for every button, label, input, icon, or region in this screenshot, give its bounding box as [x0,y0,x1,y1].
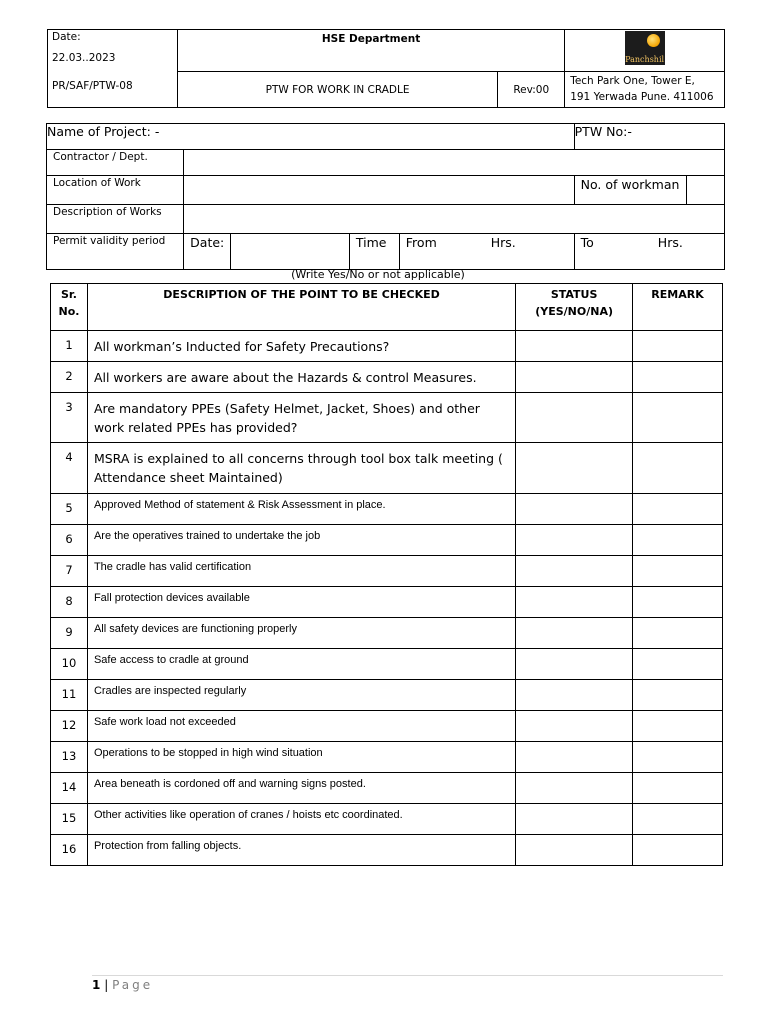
date-label: Date: [52,31,81,43]
ptw-no-label: PTW No:- [574,124,724,150]
logo-text: Panchshil [625,55,665,64]
row-remark-field[interactable] [633,331,723,362]
row-description: MSRA is explained to all concerns through tool box talk meeting ( Attendance sheet Maintained) [87,443,515,494]
checklist-row [51,331,723,362]
workman-label: No. of workman [574,176,687,205]
row-remark-field[interactable] [633,393,723,443]
logo-cell [565,30,725,72]
row-status-field[interactable] [516,649,633,680]
row-status-field[interactable] [516,393,633,443]
row-status-field[interactable] [516,711,633,742]
date-value: 22.03..2023 [52,52,116,64]
checklist-row [51,742,723,773]
header-table [47,29,725,108]
row-remark-field[interactable] [633,525,723,556]
row-status-field[interactable] [516,556,633,587]
col-desc-header: DESCRIPTION OF THE POINT TO BE CHECKED [87,284,515,331]
row-description: All safety devices are functioning properly [87,618,515,649]
col-status-header [516,284,633,331]
address [565,72,725,108]
checklist-row [51,393,723,443]
row-status-field[interactable] [516,331,633,362]
checklist-table [50,283,723,866]
checklist-row [51,443,723,494]
row-status-field[interactable] [516,587,633,618]
company-logo [625,31,665,65]
row-remark-field[interactable] [633,587,723,618]
footer-separator: | [104,978,109,992]
validity-date-field[interactable] [231,234,350,270]
row-status-field[interactable] [516,804,633,835]
to-hrs-label: Hrs. [657,235,683,250]
row-remark-field[interactable] [633,835,723,866]
row-status-field[interactable] [516,443,633,494]
checklist-row [51,711,723,742]
col-status-line1: STATUS [550,288,598,301]
row-sr-no: 4 [51,443,88,494]
row-description: Fall protection devices available [87,587,515,618]
row-status-field[interactable] [516,835,633,866]
row-sr-no: 7 [51,556,88,587]
row-sr-no: 2 [51,362,88,393]
checklist-row [51,494,723,525]
checklist-row [51,587,723,618]
checklist-row [51,649,723,680]
from-label: From [405,235,437,250]
row-remark-field[interactable] [633,556,723,587]
address-line-1: Tech Park One, Tower E, [570,75,695,87]
row-status-field[interactable] [516,525,633,556]
validity-from[interactable] [399,234,574,270]
col-sr-header [51,284,88,331]
row-sr-no: 3 [51,393,88,443]
row-remark-field[interactable] [633,804,723,835]
project-name-label: Name of Project: - [47,124,575,150]
address-line-2: 191 Yerwada Pune. 411006 [570,91,714,103]
row-sr-no: 11 [51,680,88,711]
row-sr-no: 13 [51,742,88,773]
validity-time-label: Time [349,234,399,270]
row-description: Protection from falling objects. [87,835,515,866]
date-cell [48,30,178,108]
row-sr-no: 14 [51,773,88,804]
contractor-field[interactable] [184,150,725,176]
row-remark-field[interactable] [633,618,723,649]
location-field[interactable] [184,176,574,205]
checklist-row [51,618,723,649]
row-description: All workers are aware about the Hazards & control Measures. [87,362,515,393]
row-status-field[interactable] [516,494,633,525]
row-description: Are the operatives trained to undertake the job [87,525,515,556]
form-title: PTW FOR WORK IN CRADLE [177,72,497,108]
validity-to[interactable] [574,234,724,270]
from-hrs-label: Hrs. [490,235,516,250]
row-description: Safe work load not exceeded [87,711,515,742]
col-status-line2: (YES/NO/NA) [535,305,613,318]
checklist-row [51,556,723,587]
workman-field[interactable] [687,176,725,205]
col-remark-header: REMARK [633,284,723,331]
doc-code: PR/SAF/PTW-08 [52,80,133,92]
row-description: Other activities like operation of cranes / hoists etc coordinated. [87,804,515,835]
instruction-note: (Write Yes/No or not applicable) [291,268,465,281]
revision: Rev:00 [498,72,565,108]
checklist-row [51,680,723,711]
page-number: 1 [92,978,101,992]
row-status-field[interactable] [516,773,633,804]
row-sr-no: 15 [51,804,88,835]
row-remark-field[interactable] [633,742,723,773]
checklist-row [51,525,723,556]
contractor-label: Contractor / Dept. [47,150,184,176]
department-title: HSE Department [177,30,564,72]
row-sr-no: 1 [51,331,88,362]
checklist-header-row [51,284,723,331]
row-remark-field[interactable] [633,494,723,525]
checklist-row [51,835,723,866]
page-footer [92,978,153,992]
row-sr-no: 8 [51,587,88,618]
row-sr-no: 12 [51,711,88,742]
row-description: Area beneath is cordoned off and warning signs posted. [87,773,515,804]
row-sr-no: 10 [51,649,88,680]
row-remark-field[interactable] [633,773,723,804]
row-remark-field[interactable] [633,649,723,680]
location-label: Location of Work [47,176,184,205]
sun-icon [647,34,660,47]
row-description: Are mandatory PPEs (Safety Helmet, Jacket, Shoes) and other work related PPEs has provided? [87,393,515,443]
row-description: Operations to be stopped in high wind situation [87,742,515,773]
description-field[interactable] [184,205,725,234]
col-sr-line1: Sr. [60,288,77,301]
row-description: Cradles are inspected regularly [87,680,515,711]
row-description: The cradle has valid certification [87,556,515,587]
row-status-field[interactable] [516,618,633,649]
validity-label: Permit validity period [47,234,184,270]
to-label: To [580,235,594,250]
row-description: Safe access to cradle at ground [87,649,515,680]
row-sr-no: 16 [51,835,88,866]
checklist-row [51,804,723,835]
description-label: Description of Works [47,205,184,234]
row-remark-field[interactable] [633,443,723,494]
page-word: Page [112,978,154,992]
row-sr-no: 9 [51,618,88,649]
row-description: All workman’s Inducted for Safety Precautions? [87,331,515,362]
checklist-row [51,773,723,804]
row-sr-no: 5 [51,494,88,525]
row-status-field[interactable] [516,742,633,773]
footer-divider [92,975,723,976]
validity-date-label: Date: [184,234,231,270]
checklist-row [51,362,723,393]
col-sr-line2: No. [58,305,80,318]
row-remark-field[interactable] [633,711,723,742]
row-remark-field[interactable] [633,362,723,393]
row-description: Approved Method of statement & Risk Assessment in place. [87,494,515,525]
row-status-field[interactable] [516,362,633,393]
row-remark-field[interactable] [633,680,723,711]
row-status-field[interactable] [516,680,633,711]
row-sr-no: 6 [51,525,88,556]
project-info-table [46,123,725,270]
